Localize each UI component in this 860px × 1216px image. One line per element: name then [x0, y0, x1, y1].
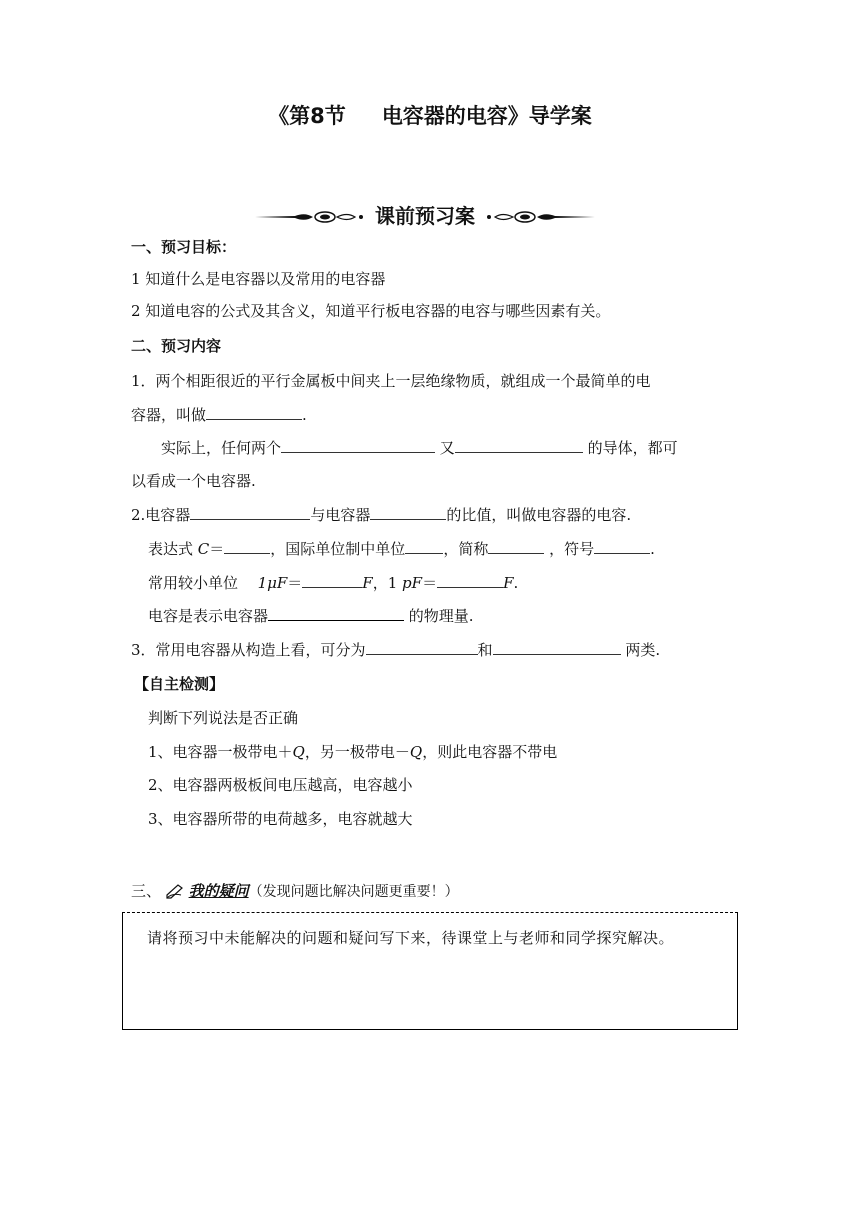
questions-box[interactable]	[122, 912, 738, 1030]
unit-comma: ，1	[372, 574, 398, 592]
item1-line-c	[161, 437, 678, 459]
blank-conductor-1[interactable]	[281, 438, 435, 453]
title-part2: 电容器的电容》导学案	[381, 104, 592, 128]
units-label: 常用较小单位	[148, 574, 239, 592]
self-check-intro: 判断下列说法是否正确	[148, 709, 299, 727]
banner-title: 课前预习案	[375, 204, 475, 228]
ornament-right-icon	[485, 210, 595, 224]
self-check-q1	[148, 741, 557, 763]
blank-formula[interactable]	[224, 539, 270, 554]
q1-text-c: ，则此电容器不带电	[422, 743, 558, 761]
section-banner	[255, 202, 595, 234]
blank-microfarad-value[interactable]	[302, 573, 362, 588]
goal-1: 1 知道什么是电容器以及常用的电容器	[131, 270, 386, 288]
questions-box-text: 请将预习中未能解决的问题和疑问写下来，待课堂上与老师和同学探究解决。	[147, 929, 675, 947]
item3-line	[131, 639, 660, 661]
expr-label: 表达式	[148, 540, 194, 558]
section3-heading	[131, 880, 459, 903]
expr-period: .	[650, 540, 655, 558]
meaning-text-2: 的物理量.	[408, 607, 474, 625]
section1-heading: 一、预习目标：	[131, 238, 237, 256]
blank-si-unit[interactable]	[405, 539, 443, 554]
blank-picofarad-value[interactable]	[437, 573, 503, 588]
blank-type-2[interactable]	[493, 640, 621, 655]
unit-picofarad: pF	[402, 574, 423, 592]
unit-period: .	[513, 574, 519, 592]
blank-capacitor-name[interactable]	[206, 405, 302, 420]
unit-equals-1: ＝	[287, 574, 303, 592]
expr-symbol-c: C	[197, 540, 210, 558]
meaning-text-1: 电容是表示电容器	[148, 607, 269, 625]
item1-text-b: 容器，叫做	[131, 406, 207, 424]
unit-farad-2: F	[503, 574, 514, 592]
section3-label: 我的疑问	[188, 882, 249, 900]
pen-icon	[166, 883, 184, 899]
self-check-q3: 3、电容器所带的电荷越多，电容就越大	[148, 810, 413, 828]
unit-microfarad: 1μF	[257, 574, 288, 592]
item1-line-d: 以看成一个电容器.	[131, 472, 256, 490]
section3-note: （发现问题比解决问题更重要！）	[248, 884, 459, 900]
item2-text-1: 2.电容器	[131, 506, 191, 524]
blank-charge[interactable]	[190, 505, 310, 520]
item3-text-3: 两类.	[625, 641, 661, 659]
item1-period: .	[302, 406, 307, 424]
item3-text-2: 和	[477, 641, 493, 659]
q1-text-a: 1、电容器一极带电＋	[148, 743, 293, 761]
q1-symbol-q1: Q	[292, 743, 305, 761]
page-title	[0, 100, 860, 130]
item2-text-3: 的比值，叫做电容器的电容.	[446, 506, 632, 524]
expr-abbr-label: ，简称	[443, 540, 489, 558]
blank-abbreviation[interactable]	[488, 539, 544, 554]
item1-text-c1: 实际上，任何两个	[161, 439, 282, 457]
self-check-q2: 2、电容器两极板间电压越高，电容越小	[148, 776, 413, 794]
item3-text-1: 3．常用电容器从构造上看，可分为	[131, 641, 366, 659]
title-part1: 《第8节	[268, 104, 346, 128]
blank-type-1[interactable]	[366, 640, 478, 655]
expr-symbol-label: ，符号	[549, 540, 595, 558]
expression-line	[148, 538, 655, 560]
unit-farad-1: F	[362, 574, 373, 592]
expr-unit-label: ，国际单位制中单位	[270, 540, 406, 558]
q1-symbol-q2: Q	[409, 743, 423, 761]
self-check-heading: 【自主检测】	[134, 675, 225, 693]
q1-text-b: ，另一极带电－	[304, 743, 410, 761]
item1-text-c3: 的导体，都可	[587, 439, 678, 457]
unit-equals-2: ＝	[422, 574, 438, 592]
item1-line-b	[131, 404, 307, 426]
goal-2: 2 知道电容的公式及其含义，知道平行板电容器的电容与哪些因素有关。	[131, 302, 611, 320]
blank-conductor-2[interactable]	[455, 438, 583, 453]
item2-text-2: 与电容器	[310, 506, 371, 524]
meaning-line	[148, 605, 474, 627]
expr-equals: ＝	[209, 540, 225, 558]
blank-voltage[interactable]	[370, 505, 446, 520]
blank-symbol[interactable]	[594, 539, 650, 554]
section2-heading: 二、预习内容	[131, 337, 222, 355]
item1-text-c2: 又	[439, 439, 455, 457]
small-units-line	[148, 572, 518, 594]
item1-line-a: 1．两个相距很近的平行金属板中间夹上一层绝缘物质，就组成一个最简单的电	[131, 372, 651, 390]
blank-meaning[interactable]	[268, 606, 404, 621]
section3-prefix: 三、	[131, 882, 162, 900]
item2-line	[131, 504, 631, 526]
